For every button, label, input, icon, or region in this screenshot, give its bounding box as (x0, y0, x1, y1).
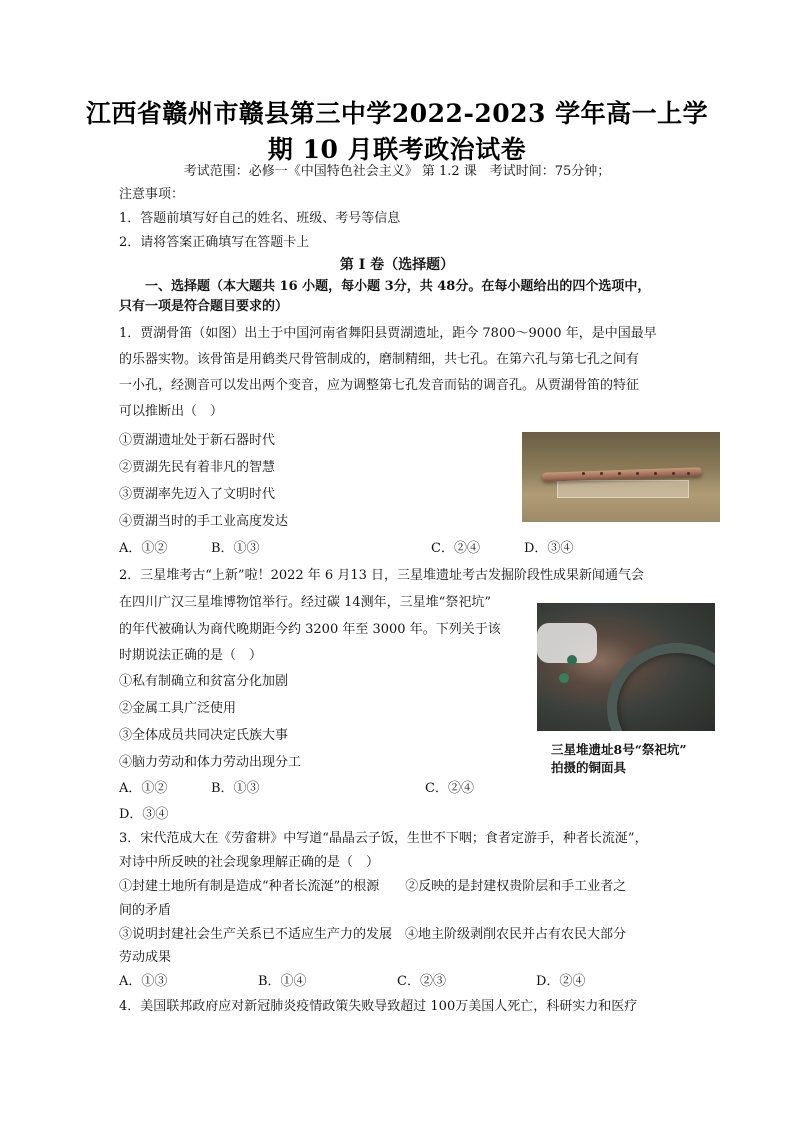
q3-line-3: ①封建土地所有制是造成“种者长流涎”的根源 ②反映的是封建权贵阶层和手工业者之 (119, 879, 627, 894)
q3-option-b[interactable]: B．①④ (258, 974, 307, 989)
q1-line-2: 的乐器实物。该骨笛是用鹤类尺骨管制成的，磨制精细，共七孔。在第六孔与第七孔之间有 (119, 352, 640, 367)
q3-line-5: ③说明封建社会生产关系已不适应生产力的发展 ④地主阶级剥削农民并占有农民大部分 (119, 927, 627, 942)
q1-line-1: 1．贾湖骨笛（如图）出土于中国河南省舞阳县贾湖遗址，距今 7800～9000 年，是中国最早 (119, 326, 657, 341)
q2-line-4: 时期说法正确的是（ ） (119, 648, 263, 663)
q1-item-2: ②贾湖先民有着非凡的智慧 (119, 460, 276, 475)
q1-option-c[interactable]: C．②④ (431, 541, 480, 556)
q3-option-c[interactable]: C．②③ (397, 974, 446, 989)
sanxingdui-bronze-mask-photo (537, 603, 715, 731)
q4-line-1: 4．美国联邦政府应对新冠肺炎疫情政策失败导致超过 100万美国人死亡，科研实力和医疗 (119, 999, 638, 1014)
q1-option-a[interactable]: A．①② (119, 541, 168, 556)
q1-item-4: ④贾湖当时的手工业高度发达 (119, 514, 289, 529)
q2-line-2: 在四川广汉三星堆博物馆举行。经过碳 14测年，三星堆“祭祀坑” (119, 595, 491, 610)
note-item-1: 1．答题前填写好自己的姓名、班级、考号等信息 (119, 211, 401, 226)
q2-option-a[interactable]: A．①② (119, 781, 168, 796)
exam-title-line2: 期 10 月联考政治试卷 (267, 135, 527, 164)
q1-item-3: ③贾湖率先迈入了文明时代 (119, 487, 276, 502)
note-item-2: 2．请将答案正确填写在答题卡上 (119, 235, 310, 250)
section-heading-line2: 只有一项是符合题目要求的） (119, 299, 289, 314)
q1-item-1: ①贾湖遗址处于新石器时代 (119, 433, 276, 448)
q2-item-4: ④脑力劳动和体力劳动出现分工 (119, 755, 302, 770)
mask-photo-caption-line1: 三星堆遗址8号“祭祀坑” (551, 742, 687, 757)
q1-line-4: 可以推断出（ ） (119, 404, 224, 419)
q3-line-4: 间的矛盾 (119, 903, 172, 918)
q2-item-1: ①私有制确立和贫富分化加剧 (119, 674, 289, 689)
q1-option-b[interactable]: B．①③ (211, 541, 260, 556)
jiahu-bone-flute-photo (522, 432, 720, 522)
q3-option-d[interactable]: D．②④ (536, 974, 586, 989)
mask-photo-caption-line2: 拍摄的铜面具 (551, 760, 627, 775)
part-title: 第 I 卷（选择题） (339, 257, 455, 273)
exam-info: 考试范围：必修一《中国特色社会主义》 第 1.2 课 考试时间：75分钟； (183, 164, 611, 179)
notes-heading: 注意事项： (119, 187, 185, 202)
q2-item-2: ②金属工具广泛使用 (119, 701, 237, 716)
q2-item-3: ③全体成员共同决定氏族大事 (119, 728, 289, 743)
q3-line-1: 3．宋代范成大在《劳畲耕》中写道“晶晶云子饭，生世不下咽；食者定游手，种者长流涎”， (119, 831, 648, 846)
q2-option-c[interactable]: C．②④ (425, 781, 474, 796)
q3-line-6: 劳动成果 (119, 950, 172, 965)
q3-line-2: 对诗中所反映的社会现象理解正确的是（ ） (119, 855, 380, 870)
q2-option-d[interactable]: D．③④ (119, 807, 169, 822)
section-heading-line1: 一、选择题（本大题共 16 小题，每小题 3分，共 48分。在每小题给出的四个选项中， (145, 279, 651, 294)
q2-line-1: 2．三星堆考古“上新”啦！2022 年 6 月13 日，三星堆遗址考古发掘阶段性成果新闻通气会 (119, 568, 644, 583)
q2-line-3: 的年代被确认为商代晚期距今约 3200 年至 3000 年。下列关于该 (119, 622, 501, 637)
q1-line-3: 一小孔，经测音可以发出两个变音，应为调整第七孔发音而钻的调音孔。从贾湖骨笛的特征 (119, 378, 640, 393)
exam-title-line1: 江西省赣州市赣县第三中学2022-2023 学年高一上学 (85, 99, 709, 128)
q2-option-b[interactable]: B．①③ (211, 781, 260, 796)
q1-option-d[interactable]: D．③④ (524, 541, 574, 556)
q3-option-a[interactable]: A．①③ (119, 974, 168, 989)
